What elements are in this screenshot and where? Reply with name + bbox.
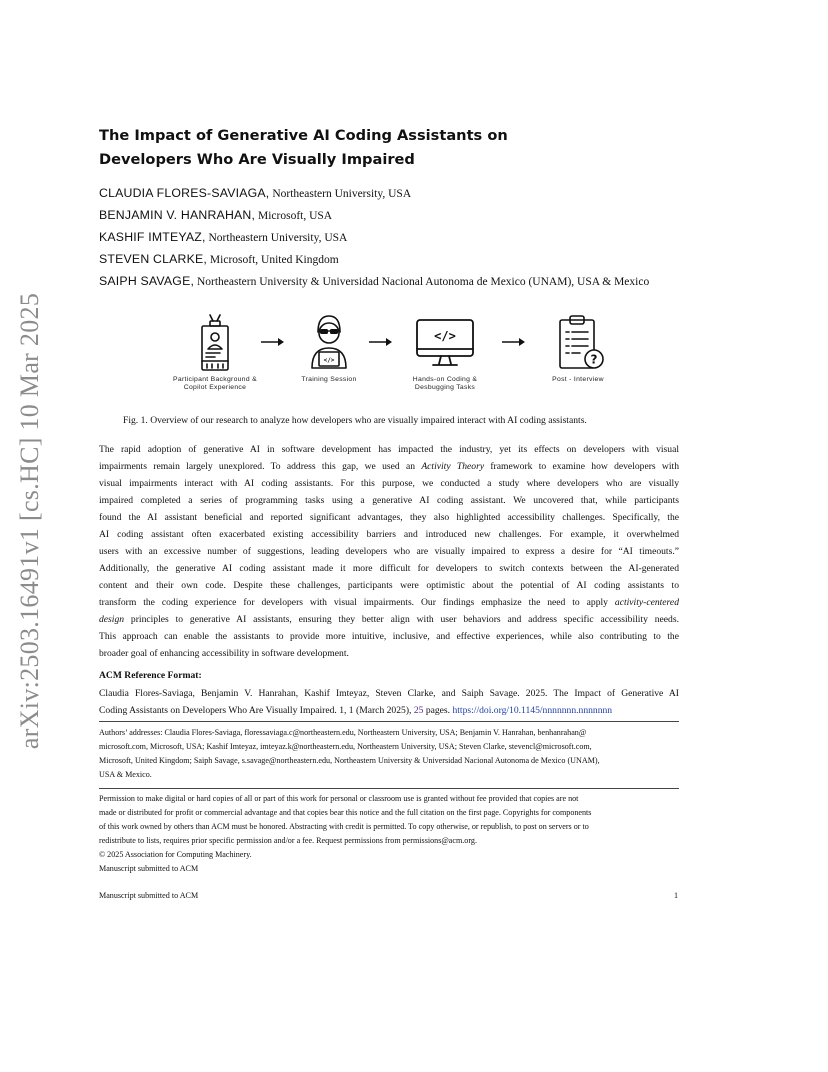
author-line — [99, 270, 739, 292]
author-addresses — [99, 726, 679, 782]
step-label-line: Copilot Experience — [183, 384, 247, 391]
author-line — [99, 248, 739, 270]
abstract-line: impaired completed a series of programming tasks using a generative AI coding assistant. We uncovered that, while participants — [99, 495, 679, 506]
acm-reference-heading: ACM Reference Format: — [99, 670, 202, 681]
address-line: USA & Mexico. — [99, 770, 152, 779]
author-affiliation: Northeastern University, USA — [269, 188, 412, 200]
address-line: microsoft.com, Microsoft, USA; Kashif Imteyaz, imteyaz.k@northeastern.edu, Northeastern University, USA; Steven Clarke, stevencl@microsoft.com, — [99, 742, 592, 751]
abstract-line — [99, 458, 679, 475]
page-number: 1 — [674, 891, 679, 900]
abstract-text: principles to generative AI assistants, ensuring they better align with user behaviors and address specific accessibility needs. — [124, 614, 679, 625]
abstract-line: visual impairments interact with AI coding assistants. For this purpose, we conducted a study where developers who are visually — [99, 478, 679, 489]
author-affiliation: Northeastern University & Universidad Nacional Autonoma de Mexico (UNAM), USA & Mexico — [194, 276, 650, 288]
author-affiliation: Microsoft, United Kingdom — [207, 254, 339, 266]
page-count-link[interactable]: 25 — [413, 705, 424, 716]
step-label-line: Desbugging Tasks — [414, 384, 476, 391]
permissions-line: redistribute to lists, requires prior specific permission and/or a fee. Request permissions from permissions@acm.org. — [99, 836, 477, 845]
divider — [99, 788, 679, 789]
abstract-line: Additionally, the generative AI coding assistant made it more difficult for developers to switch contexts between the AI-generated — [99, 563, 679, 574]
teaser-figure — [160, 312, 620, 400]
author-name: BENJAMIN V. HANRAHAN, — [99, 208, 256, 222]
permissions-line: Permission to make digital or hard copies of all or part of this work for personal or classroom use is granted without fee provided that copies are not — [99, 794, 579, 803]
abstract-line — [99, 594, 679, 611]
abstract-text: framework to examine how developers with — [484, 461, 679, 472]
teaser-step-background — [160, 312, 270, 392]
abstract-emphasis: Activity Theory — [421, 461, 485, 472]
abstract-emphasis: design — [99, 614, 125, 625]
step-label-line: Hands-on Coding & — [412, 376, 478, 383]
abstract-line: broader goal of enhancing accessibility in software development. — [99, 648, 349, 659]
abstract-text: transform the coding experience for developers with visual impairments. Our findings emphasize the need to apply — [99, 597, 615, 608]
step-label-line: Participant Background & — [173, 376, 257, 383]
permissions-line: made or distributed for profit or commercial advantage and that copies bear this notice and the full citation on the first page. Copyrights for components — [99, 808, 592, 817]
address-line: Authors’ addresses: Claudia Flores-Saviaga, floressaviaga.c@northeastern.edu, Northeastern University, USA; Benjamin V. Hanrahan, benhanrahan@ — [99, 728, 587, 737]
author-line — [99, 204, 739, 226]
address-line: Microsoft, United Kingdom; Saiph Savage, s.savage@northeastern.edu, Northeastern University & Universidad Nacional Autonoma de Mexico (UNAM), — [99, 756, 600, 765]
question-glyph: ? — [590, 352, 598, 367]
doi-link[interactable]: https://doi.org/10.1145/nnnnnnn.nnnnnnn — [452, 705, 613, 716]
abstract-text: impairments remain largely unexplored. To address this gap, we used an — [99, 461, 422, 472]
arxiv-stamp-text: arXiv:2503.16491v1 [cs.HC] 10 Mar 2025 — [15, 292, 45, 749]
abstract-emphasis: activity-centered — [614, 597, 679, 608]
step-label-line: Post - Interview — [552, 376, 604, 383]
arxiv-stamp — [10, 283, 50, 758]
abstract-line: found the AI assistant beneficial and reported significant advantages, they also highlighted accessibility challenges. Specifically, the — [99, 512, 679, 523]
developer-with-sunglasses-icon — [299, 312, 359, 372]
teaser-step-interview — [523, 312, 633, 384]
clipboard-question-icon — [548, 312, 608, 372]
step-label — [274, 376, 384, 384]
acm-reference-text: pages. — [423, 705, 453, 716]
author-name: SAIPH SAVAGE, — [99, 274, 195, 288]
abstract-line: content and their own code. Despite these challenges, participants were optimistic about the potential of AI coding assistants to — [99, 580, 679, 591]
monitor-code-icon — [413, 312, 477, 372]
abstract — [99, 441, 679, 662]
paper-title-line-2: Developers Who Are Visually Impaired — [99, 151, 415, 168]
step-label — [523, 376, 633, 384]
abstract-line: users with an excessive number of suggestions, leading developers who are visually impaired to express a desire for “AI timeouts.” — [99, 546, 679, 557]
abstract-line — [99, 611, 679, 628]
author-name: KASHIF IMTEYAZ, — [99, 230, 206, 244]
author-affiliation: Microsoft, USA — [255, 210, 333, 222]
author-affiliation: Northeastern University, USA — [205, 232, 348, 244]
abstract-line: The rapid adoption of generative AI in software development has impacted the industry, yet its effects on developers with visual — [99, 444, 679, 455]
abstract-line: AI coding assistant often exacerbated existing accessibility barriers and introduced new challenges. For example, it overwhelmed — [99, 529, 679, 540]
acm-reference-text: Coding Assistants on Developers Who Are Visually Impaired. 1, 1 (March 2025), — [99, 705, 414, 716]
monitor-code-glyph: </> — [434, 329, 456, 343]
figure-caption: Fig. 1. Overview of our research to analyze how developers who are visually impaired interact with AI coding assistants. — [123, 415, 587, 426]
step-label — [390, 376, 500, 392]
author-list — [99, 182, 739, 292]
paper-title-line-1: The Impact of Generative AI Coding Assistants on — [99, 127, 508, 144]
paper-title — [99, 124, 519, 172]
step-label — [160, 376, 270, 392]
author-name: STEVEN CLARKE, — [99, 252, 208, 266]
acm-reference-body — [99, 685, 679, 719]
acm-reference-line: Claudia Flores-Saviaga, Benjamin V. Hanrahan, Kashif Imteyaz, Steven Clarke, and Saiph Savage. 2025. The Impact of Generative AI — [99, 688, 679, 699]
id-badge-icon — [185, 312, 245, 372]
footer-text: Manuscript submitted to ACM — [99, 891, 199, 900]
divider — [99, 721, 679, 722]
teaser-step-coding — [390, 312, 500, 392]
copyright-line: © 2025 Association for Computing Machinery. — [99, 850, 252, 859]
permissions-line: of this work owned by others than ACM must be honored. Abstracting with credit is permitted. To copy otherwise, or republish, to post on servers or to — [99, 822, 589, 831]
author-line — [99, 226, 739, 248]
step-label-line: Training Session — [301, 376, 357, 383]
permissions-notice — [99, 792, 679, 876]
abstract-line: This approach can enable the assistants to provide more intuitive, inclusive, and effective experiences, while also contributing to the — [99, 631, 679, 642]
author-line — [99, 182, 739, 204]
manuscript-note: Manuscript submitted to ACM — [99, 864, 199, 873]
laptop-code-glyph: </> — [323, 357, 335, 364]
teaser-step-training — [274, 312, 384, 384]
author-name: CLAUDIA FLORES-SAVIAGA, — [99, 186, 270, 200]
acm-reference-line — [99, 702, 679, 719]
